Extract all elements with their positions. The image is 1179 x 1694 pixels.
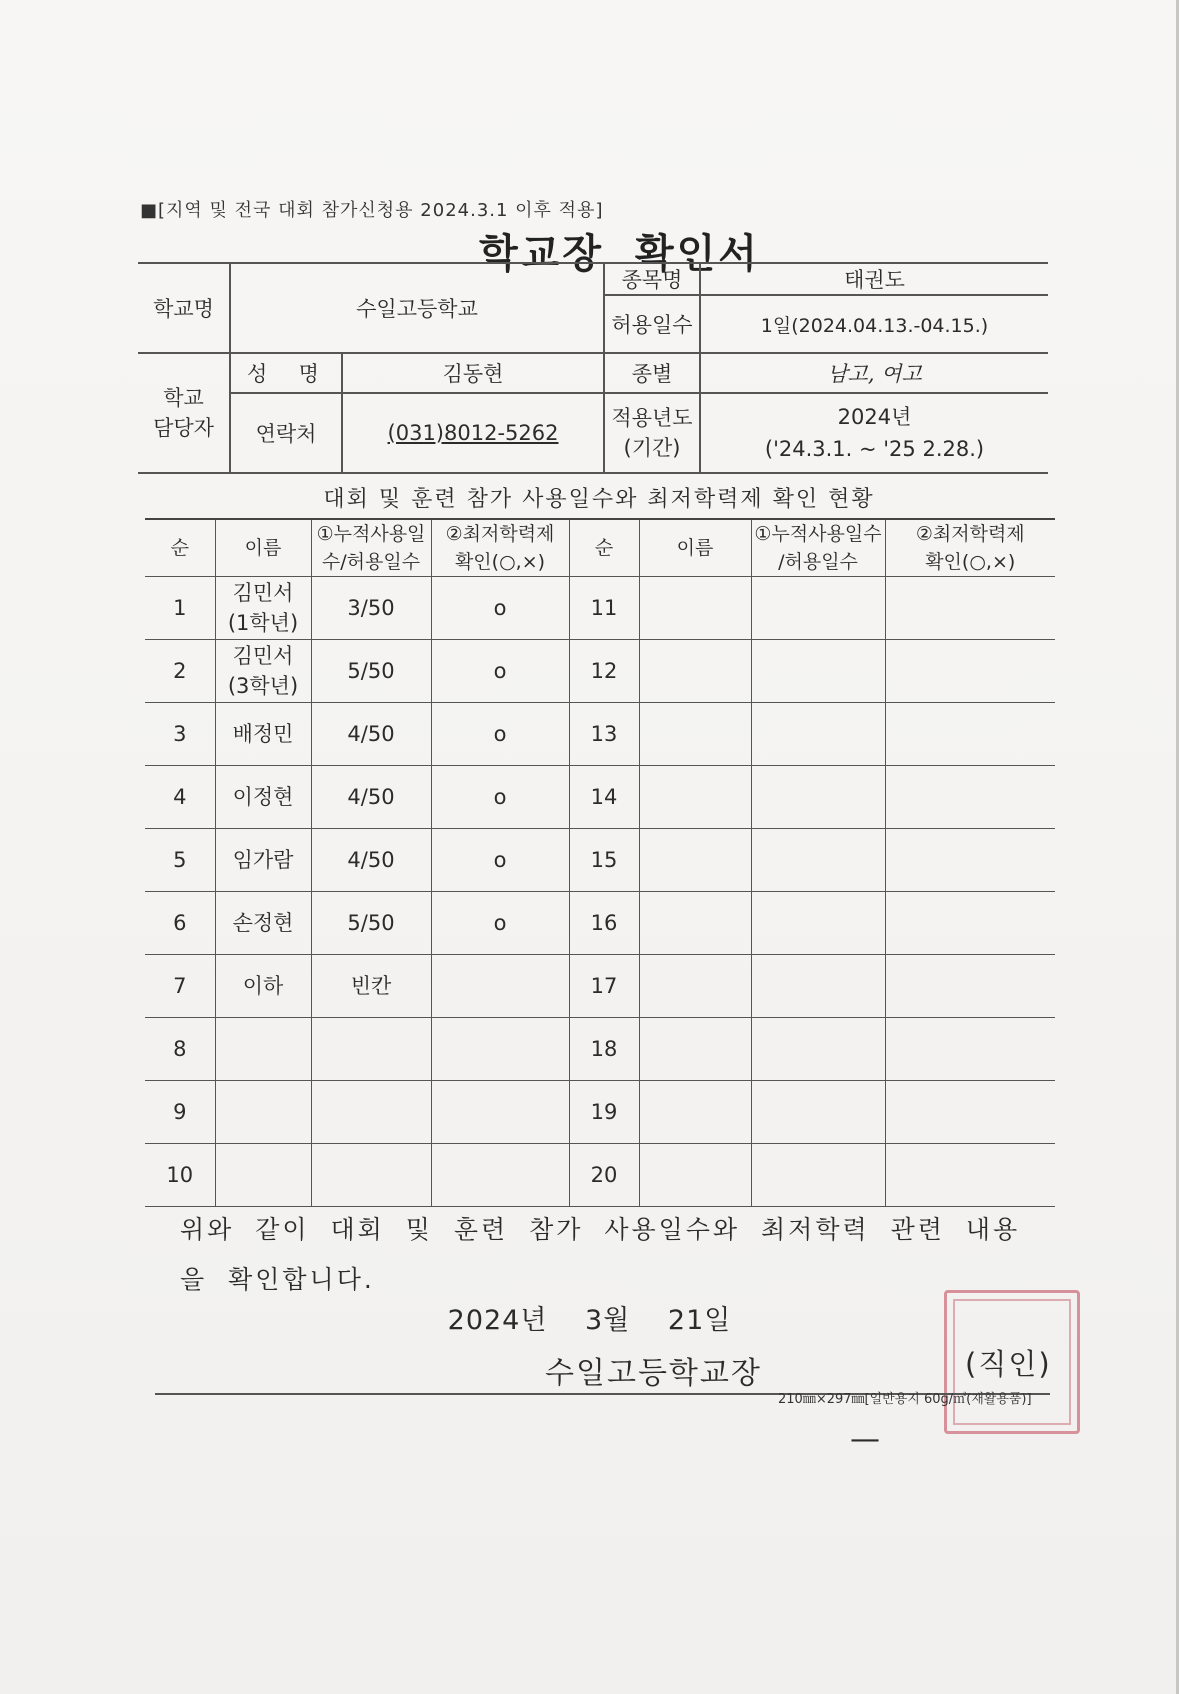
row-min-grade-check-2 [885, 703, 1055, 766]
col-order-2: 순 [569, 519, 639, 577]
col-name-2: 이름 [639, 519, 751, 577]
row-usage-2 [751, 1018, 885, 1081]
row-usage: 4/50 [311, 829, 431, 892]
row-min-grade-check [431, 955, 569, 1018]
row-min-grade-check-2 [885, 640, 1055, 703]
table-row [145, 955, 1055, 1018]
manager-label: 학교 담당자 [138, 353, 230, 473]
table-row [145, 577, 1055, 640]
row-name [215, 1081, 311, 1144]
date-year: 2024년 [447, 1305, 548, 1336]
form-notice: ■[지역 및 전국 대회 참가신청용 2024.3.1 이후 적용] [140, 200, 604, 221]
row-name [215, 1144, 311, 1207]
row-order-2: 17 [569, 955, 639, 1018]
allowed-days-value: 1일(2024.04.13.-04.15.) [700, 295, 1048, 353]
row-usage-2 [751, 577, 885, 640]
row-name: 손정현 [215, 892, 311, 955]
row-min-grade-check-2 [885, 766, 1055, 829]
event-label: 종목명 [604, 263, 700, 295]
row-usage-2 [751, 1144, 885, 1207]
section-title: 대회 및 훈련 참가 사용일수와 최저학력제 확인 현황 [323, 487, 875, 512]
table-row [145, 703, 1055, 766]
period-label: 적용년도 (기간) [604, 393, 700, 473]
date-day: 21일 [667, 1305, 732, 1336]
row-order-2: 16 [569, 892, 639, 955]
table-row [145, 1144, 1055, 1207]
row-min-grade-check: o [431, 829, 569, 892]
row-min-grade-check-2 [885, 829, 1055, 892]
status-table-body [145, 577, 1055, 1207]
row-order-2: 12 [569, 640, 639, 703]
category-value: 남고, 여고 [700, 353, 1048, 393]
row-usage-2 [751, 640, 885, 703]
row-order: 6 [145, 892, 215, 955]
row-order-2: 13 [569, 703, 639, 766]
date-month: 3월 [585, 1305, 631, 1336]
row-min-grade-check-2 [885, 892, 1055, 955]
row-name: 이하 [215, 955, 311, 1018]
event-value: 태권도 [700, 263, 1048, 295]
row-name: 임가람 [215, 829, 311, 892]
row-min-grade-check: o [431, 892, 569, 955]
allowed-days-label: 허용일수 [604, 295, 700, 353]
row-order: 5 [145, 829, 215, 892]
paper-spec: 210㎜×297㎜[일반용지 60g/㎡(재활용품)] [778, 1392, 1032, 1407]
row-name: 김민서 (3학년) [215, 640, 311, 703]
row-min-grade-check [431, 1081, 569, 1144]
row-name-2 [639, 892, 751, 955]
row-usage-2 [751, 829, 885, 892]
row-name [215, 1018, 311, 1081]
row-min-grade-check [431, 1018, 569, 1081]
principal-signer: 수일고등학교장 [545, 1356, 762, 1391]
col-min-grade-2: ②최저학력제 확인(○,×) [885, 519, 1055, 577]
contact-label: 연락처 [230, 393, 342, 473]
period-value: 2024년 ('24.3.1. ~ '25 2.28.) [700, 393, 1048, 473]
row-name: 이정현 [215, 766, 311, 829]
row-usage [311, 1144, 431, 1207]
row-order: 7 [145, 955, 215, 1018]
table-row [145, 829, 1055, 892]
row-order: 4 [145, 766, 215, 829]
title-part-1: 학교장 [479, 231, 605, 277]
row-name-2 [639, 955, 751, 1018]
col-name: 이름 [215, 519, 311, 577]
col-min-grade: ②최저학력제 확인(○,×) [431, 519, 569, 577]
row-name-2 [639, 1018, 751, 1081]
row-usage: 4/50 [311, 766, 431, 829]
col-usage-2: ①누적사용일수 /허용일수 [751, 519, 885, 577]
row-min-grade-check [431, 1144, 569, 1207]
col-order: 순 [145, 519, 215, 577]
row-min-grade-check: o [431, 577, 569, 640]
row-usage-2 [751, 703, 885, 766]
row-order-2: 20 [569, 1144, 639, 1207]
row-name-2 [639, 1144, 751, 1207]
row-usage-2 [751, 1081, 885, 1144]
seal-label: (직인) [965, 1347, 1052, 1381]
confirmation-text: 위와 같이 대회 및 훈련 참가 사용일수와 최저학력 관련 내용을 확인합니다. [180, 1215, 1021, 1294]
row-name-2 [639, 1081, 751, 1144]
row-usage-2 [751, 766, 885, 829]
row-order-2: 18 [569, 1018, 639, 1081]
row-usage: 3/50 [311, 577, 431, 640]
table-row [145, 1018, 1055, 1081]
title-part-2: 확인서 [634, 231, 760, 277]
name-label: 성 명 [230, 353, 342, 393]
category-label: 종별 [604, 353, 700, 393]
row-min-grade-check-2 [885, 1144, 1055, 1207]
table-row [145, 892, 1055, 955]
row-min-grade-check: o [431, 640, 569, 703]
row-order: 3 [145, 703, 215, 766]
row-usage-2 [751, 955, 885, 1018]
school-value: 수일고등학교 [230, 263, 604, 353]
row-order: 10 [145, 1144, 215, 1207]
row-min-grade-check: o [431, 766, 569, 829]
row-usage [311, 1018, 431, 1081]
row-name-2 [639, 766, 751, 829]
table-row [145, 1081, 1055, 1144]
row-name-2 [639, 640, 751, 703]
row-usage: 빈칸 [311, 955, 431, 1018]
row-usage-2 [751, 892, 885, 955]
col-usage: ①누적사용일 수/허용일수 [311, 519, 431, 577]
row-usage [311, 1081, 431, 1144]
page-mark: — [850, 1422, 880, 1457]
table-row [145, 766, 1055, 829]
contact-value: (031)8012-5262 [342, 393, 604, 473]
info-table [138, 262, 1048, 474]
row-order-2: 19 [569, 1081, 639, 1144]
row-order-2: 15 [569, 829, 639, 892]
row-order: 9 [145, 1081, 215, 1144]
table-row [145, 640, 1055, 703]
school-label: 학교명 [138, 263, 230, 353]
row-usage: 5/50 [311, 640, 431, 703]
row-name-2 [639, 703, 751, 766]
row-name-2 [639, 577, 751, 640]
row-min-grade-check: o [431, 703, 569, 766]
row-order: 2 [145, 640, 215, 703]
row-min-grade-check-2 [885, 1018, 1055, 1081]
row-order-2: 11 [569, 577, 639, 640]
name-value: 김동현 [342, 353, 604, 393]
status-table [145, 518, 1055, 1207]
row-usage: 4/50 [311, 703, 431, 766]
row-order: 8 [145, 1018, 215, 1081]
row-min-grade-check-2 [885, 577, 1055, 640]
row-usage: 5/50 [311, 892, 431, 955]
row-name: 김민서 (1학년) [215, 577, 311, 640]
row-order: 1 [145, 577, 215, 640]
row-name-2 [639, 829, 751, 892]
row-min-grade-check-2 [885, 955, 1055, 1018]
row-order-2: 14 [569, 766, 639, 829]
row-name: 배정민 [215, 703, 311, 766]
row-min-grade-check-2 [885, 1081, 1055, 1144]
